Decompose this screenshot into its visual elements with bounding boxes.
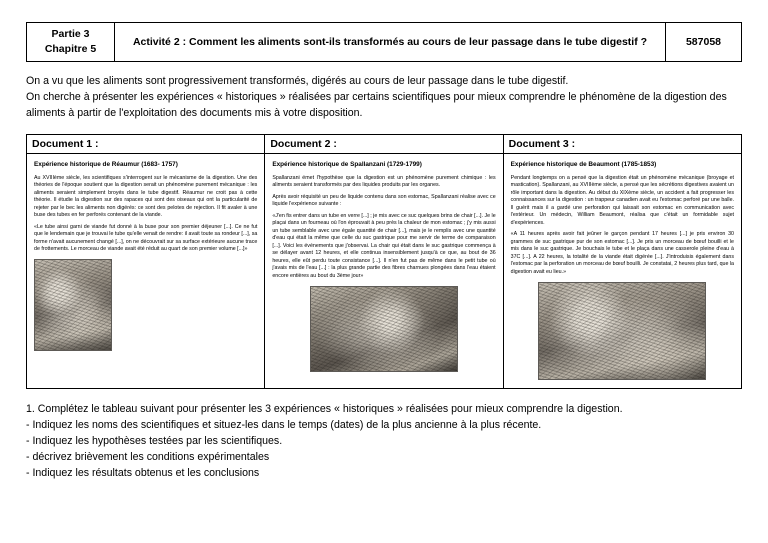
question-1: 1. Complétez le tableau suivant pour présenter les 3 expériences « historiques » réalisées pour mieux comprendre la digestion. [26,403,623,416]
question-bullet-2: - Indiquez les hypothèses testées par les scientifiques. [26,435,283,448]
document-3-paragraph-1: Pendant longtemps on a pensé que la digestion était un phénomène mécanique (broyage et mastication). Spallanzani, au XVIIIème siècle, a pensé que les sécrétions digestives avaient un rôle important dans la digestion. Au début du XIXème siècle, un accident a fait progresser les connaissances sur la digestion : un trappeur canadien avait eu l'estomac perforé par une balle. Il guérit mais il a gardé une perforation qui laissait son estomac en communication avec l'extérieur. Un médecin, William Beaumont, réalisa que c'était un formidable sujet d'expériences. [510,174,734,226]
document-3-heading: Document 3 : [503,135,741,154]
documents-content-row [27,154,742,389]
header-part: Partie 3 [51,28,90,40]
document-3-title: Expérience historique de Beaumont (1785-1853) [510,161,657,169]
document-3-engraving-image [538,282,706,380]
header-code: 587058 [666,23,742,62]
header-title: Activité 2 : Comment les aliments sont-ils transformés au cours de leur passage dans le tube digestif ? [115,23,666,62]
documents-table [26,134,742,389]
header-part-chapter [27,23,115,62]
document-2-paragraph-2: Après avoir réquisité un peu de liquide contenu dans son estomac, Spallanzani réalise avec ce liquide l'expérience suivante : [272,193,496,208]
question-bullet-3: - décrivez brièvement les conditions expérimentales [26,451,270,464]
document-3-paragraph-2: «A 11 heures après avoir fait jeûner le garçon pendant 17 heures [...] je pris environ 30 grammes de suc gastrique pur de son estomac [...]. Je pris un morceau de bœuf bouilli et le mis dans le suc gastrique. Je bouchais le tube et le plaça dans une casserole pleine d'eau à 37C [...]. A 22 heures, la totalité de la viande était digérée [...]. J'introduisis également dans l'estomac par la perforation un morceau de bœuf bouilli. Je constatai, 2 heures plus tard, que la digestion avait eu lieu.» [510,231,734,275]
intro-line-1: On a vu que les aliments sont progressivement transformés, digérés au cours de leur passage dans le tube digestif. [26,75,569,88]
document-1-body [34,175,257,254]
document-1-engraving-image [34,259,112,351]
question-bullet-4: - Indiquez les résultats obtenus et les conclusions [26,467,260,480]
header-row [27,23,742,62]
question-bullet-1: - Indiquez les noms des scientifiques et situez-les dans le temps (dates) de la plus ancienne à la plus récente. [26,419,542,432]
document-2-heading: Document 2 : [265,135,503,154]
document-2-title: Expérience historique de Spallanzani (1729-1799) [272,161,422,169]
document-2-paragraph-1: Spallanzani émet l'hypothèse que la digestion est un phénomène purement chimique : les aliments seraient transformés par des liquides produits par les organes. [272,174,496,189]
document-1-paragraph-1: Au XVIIIème siècle, les scientifiques s'interrogent sur le mécanisme de la digestion. Une des théories de l'époque soutient que la digestion serait un phénomène purement mécanique : les aliments seraient simplement broyés dans le tube digestif. Réaumur ne croit pas à cette théorie. Il étudie la digestion sur des rapaces qui sont des oiseaux qui ont la particularité de rejeter par le bec les aliments non digérés: ce sont des pelotes de rejection. Il fit avaler à une buse des tubes en fer perforés contenant de la viande. [34,174,258,219]
documents-head-row [27,135,742,154]
document-1-title: Expérience historique de Réaumur (1683- 1757) [34,161,178,169]
document-2-engraving-image [310,286,458,372]
document-1-paragraph-2: «Le tube ainsi garni de viande fut donné à la buse pour son premier déjeuner [...]. Ce ne fut que le lendemain que je trouvai le tube qu'elle venait de rendre: il avait toute sa rondeur [...], sa forme n'avait aucunement changé [...], on ne découvrait sur sa surface extérieure aucune trace de frottements. Le morceau de viande avait été réduit au quart de son premier volume [...]» [34,223,258,253]
questions-list [26,402,742,481]
document-3-body [511,175,734,277]
document-1-cell [27,154,265,389]
intro-line-2: On cherche à présenter les expériences « historiques » réalisées par certains scientifiques pour mieux comprendre le phénomène de la digestion des aliments à partir de l'exploitation des documents mis à votre disposition. [26,91,727,120]
document-2-body [272,175,495,281]
header-table [26,22,742,62]
document-1-heading: Document 1 : [27,135,265,154]
intro-text [26,74,742,122]
document-3-cell [503,154,741,389]
header-chapter: Chapitre 5 [44,43,97,56]
document-2-paragraph-3: «J'en fis entrer dans un tube en verre [...] ; je mis avec ce suc quelques brins de chair [...]. Je le plaçai dans un fourneau où l'on éprouvait à peu près la chaleur de mon estomac ; j'y mis aussi un tube semblable avec une égale quantité de chair [...], mais je le remplis avec une quantité d'eau qui était la même que celle du suc gastrique pour me servir de terme de comparaison [...]. Voici les événements que j'observai. La chair qui était dans le suc gastrique commença à se délayer avant 12 heures, et elle continua insensiblement jusqu'à ce que, au bout de 36 heures, elle eût perdu toute consistance [...]. Il n'en fut pas de même dans le petit tube où j'avais mis de l'eau [...] : la plus grande partie des fibres charnues plongées dans l'eau étaient encore entières au bout du 3ème jour» [272,212,496,279]
document-2-cell [265,154,503,389]
